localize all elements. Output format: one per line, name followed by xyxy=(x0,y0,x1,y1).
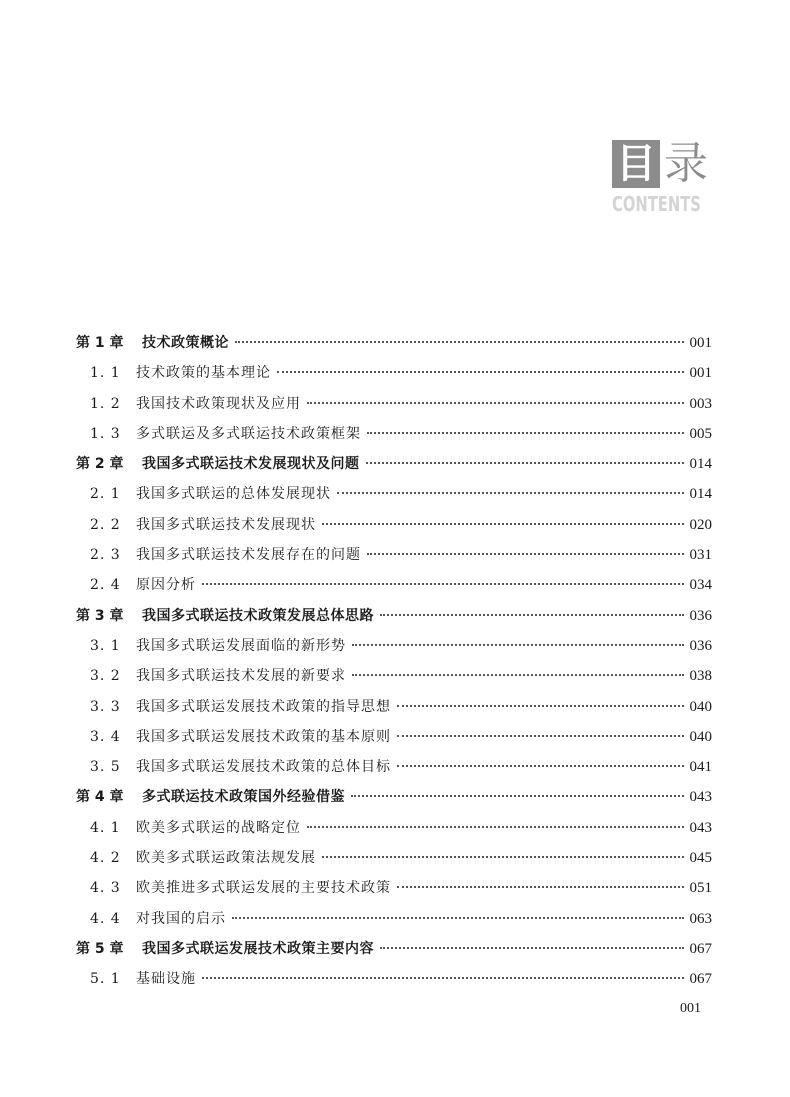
toc-entry-number: 第 3 章 xyxy=(76,607,124,624)
toc-entry-number: 3. 3 xyxy=(90,698,121,715)
toc-section-entry[interactable] xyxy=(76,419,712,449)
toc-dot-leader xyxy=(397,705,684,707)
toc-entry-page: 005 xyxy=(689,425,712,442)
toc-dot-leader xyxy=(322,856,684,858)
toc-dot-leader xyxy=(397,735,684,737)
toc-entry-title: 欧美多式联运政策法规发展 xyxy=(136,850,316,867)
toc-title xyxy=(612,140,722,188)
toc-entry-title: 多式联运技术政策国外经验借鉴 xyxy=(142,789,345,806)
table-of-contents xyxy=(76,328,712,995)
toc-entry-number: 4. 2 xyxy=(90,850,121,867)
toc-entry-page: 040 xyxy=(689,698,712,715)
toc-dot-leader xyxy=(367,553,684,555)
toc-entry-number: 3. 1 xyxy=(90,637,121,654)
toc-dot-leader xyxy=(352,644,684,646)
toc-section-entry[interactable] xyxy=(76,843,712,873)
toc-entry-title: 我国多式联运发展技术政策的基本原则 xyxy=(136,728,391,745)
toc-entry-title: 原因分析 xyxy=(136,577,196,594)
toc-section-entry[interactable] xyxy=(76,904,712,934)
toc-entry-title: 欧美多式联运的战略定位 xyxy=(136,819,301,836)
toc-entry-title: 我国多式联运发展技术政策的总体目标 xyxy=(136,759,391,776)
toc-entry-number: 第 5 章 xyxy=(76,940,124,957)
toc-entry-number: 2. 4 xyxy=(90,577,121,594)
toc-entry-title: 我国多式联运发展技术政策的指导思想 xyxy=(136,698,391,715)
toc-chapter-entry[interactable] xyxy=(76,328,712,358)
toc-dot-leader xyxy=(307,402,684,404)
toc-section-entry[interactable] xyxy=(76,540,712,570)
toc-entry-page: 001 xyxy=(689,335,712,351)
toc-chapter-entry[interactable] xyxy=(76,601,712,631)
toc-title-boxed-char: 目 xyxy=(612,140,660,188)
toc-dot-leader xyxy=(277,371,684,373)
toc-entry-page: 067 xyxy=(689,940,712,957)
toc-section-entry[interactable] xyxy=(76,873,712,903)
toc-entry-title: 基础设施 xyxy=(136,971,196,988)
toc-entry-number: 第 2 章 xyxy=(76,456,124,473)
toc-dot-leader xyxy=(352,674,684,676)
toc-dot-leader xyxy=(380,947,684,949)
toc-chapter-entry[interactable] xyxy=(76,782,712,812)
toc-section-entry[interactable] xyxy=(76,692,712,722)
toc-dot-leader xyxy=(366,462,684,464)
toc-entry-number: 1. 2 xyxy=(90,395,121,412)
toc-entry-page: 041 xyxy=(689,759,712,776)
toc-entry-page: 063 xyxy=(689,910,712,927)
toc-section-entry[interactable] xyxy=(76,358,712,388)
toc-section-entry[interactable] xyxy=(76,510,712,540)
toc-entry-page: 051 xyxy=(689,880,712,897)
toc-entry-number: 1. 3 xyxy=(90,425,121,442)
toc-entry-number: 1. 1 xyxy=(90,365,121,382)
toc-chapter-entry[interactable] xyxy=(76,449,712,479)
toc-entry-title: 我国多式联运技术发展的新要求 xyxy=(136,668,346,685)
toc-dot-leader xyxy=(202,977,684,979)
toc-entry-page: 014 xyxy=(689,456,712,473)
toc-entry-title: 技术政策的基本理论 xyxy=(136,365,271,382)
toc-entry-page: 038 xyxy=(689,668,712,685)
toc-entry-page: 001 xyxy=(689,365,712,382)
toc-dot-leader xyxy=(307,826,684,828)
toc-section-entry[interactable] xyxy=(76,661,712,691)
toc-dot-leader xyxy=(397,765,684,767)
toc-section-entry[interactable] xyxy=(76,570,712,600)
toc-section-entry[interactable] xyxy=(76,813,712,843)
toc-entry-page: 040 xyxy=(689,728,712,745)
toc-entry-page: 067 xyxy=(689,971,712,988)
toc-entry-title: 我国技术政策现状及应用 xyxy=(136,395,301,412)
toc-dot-leader xyxy=(235,341,684,343)
toc-dot-leader xyxy=(397,886,684,888)
toc-entry-number: 第 4 章 xyxy=(76,789,124,806)
toc-entry-title: 对我国的启示 xyxy=(136,910,226,927)
toc-entry-title: 技术政策概论 xyxy=(142,335,229,351)
toc-entry-page: 014 xyxy=(689,486,712,503)
toc-entry-title: 多式联运及多式联运技术政策框架 xyxy=(136,425,361,442)
toc-dot-leader xyxy=(351,795,684,797)
toc-entry-title: 我国多式联运的总体发展现状 xyxy=(136,486,331,503)
toc-dot-leader xyxy=(202,583,684,585)
toc-entry-page: 043 xyxy=(689,819,712,836)
toc-entry-page: 045 xyxy=(689,850,712,867)
toc-entry-page: 036 xyxy=(689,637,712,654)
toc-entry-number: 3. 2 xyxy=(90,668,121,685)
toc-entry-number: 2. 2 xyxy=(90,516,121,533)
toc-dot-leader xyxy=(367,432,684,434)
toc-entry-page: 003 xyxy=(689,395,712,412)
toc-section-entry[interactable] xyxy=(76,631,712,661)
toc-title-char: 录 xyxy=(664,138,708,189)
toc-subtitle: CONTENTS xyxy=(612,192,701,216)
toc-entry-page: 034 xyxy=(689,577,712,594)
toc-section-entry[interactable] xyxy=(76,389,712,419)
toc-entry-number: 2. 1 xyxy=(90,486,121,503)
toc-entry-page: 043 xyxy=(689,789,712,806)
toc-entry-title: 我国多式联运发展技术政策主要内容 xyxy=(142,940,374,957)
toc-dot-leader xyxy=(380,614,684,616)
toc-entry-number: 4. 3 xyxy=(90,880,121,897)
toc-entry-number: 2. 3 xyxy=(90,547,121,564)
toc-entry-number: 3. 5 xyxy=(90,759,121,776)
toc-entry-number: 4. 4 xyxy=(90,910,121,927)
toc-dot-leader xyxy=(337,492,684,494)
toc-entry-title: 我国多式联运技术发展存在的问题 xyxy=(136,547,361,564)
toc-entry-page: 036 xyxy=(689,607,712,624)
toc-entry-title: 我国多式联运技术发展现状 xyxy=(136,516,316,533)
toc-entry-page: 020 xyxy=(689,516,712,533)
toc-entry-number: 3. 4 xyxy=(90,728,121,745)
toc-entry-title: 我国多式联运技术发展现状及问题 xyxy=(142,456,360,473)
toc-section-entry[interactable] xyxy=(76,752,712,782)
toc-entry-number: 第 1 章 xyxy=(76,335,124,351)
toc-dot-leader xyxy=(322,523,684,525)
page-number: 001 xyxy=(680,1001,701,1016)
toc-entry-number: 4. 1 xyxy=(90,819,121,836)
toc-chapter-entry[interactable] xyxy=(76,934,712,964)
toc-entry-title: 欧美推进多式联运发展的主要技术政策 xyxy=(136,880,391,897)
toc-dot-leader xyxy=(232,917,684,919)
toc-entry-title: 我国多式联运发展面临的新形势 xyxy=(136,637,346,654)
toc-entry-page: 031 xyxy=(689,547,712,564)
toc-section-entry[interactable] xyxy=(76,479,712,509)
toc-header xyxy=(612,140,722,230)
toc-section-entry[interactable] xyxy=(76,722,712,752)
toc-section-entry[interactable] xyxy=(76,964,712,994)
toc-entry-title: 我国多式联运技术政策发展总体思路 xyxy=(142,607,374,624)
toc-entry-number: 5. 1 xyxy=(90,971,121,988)
